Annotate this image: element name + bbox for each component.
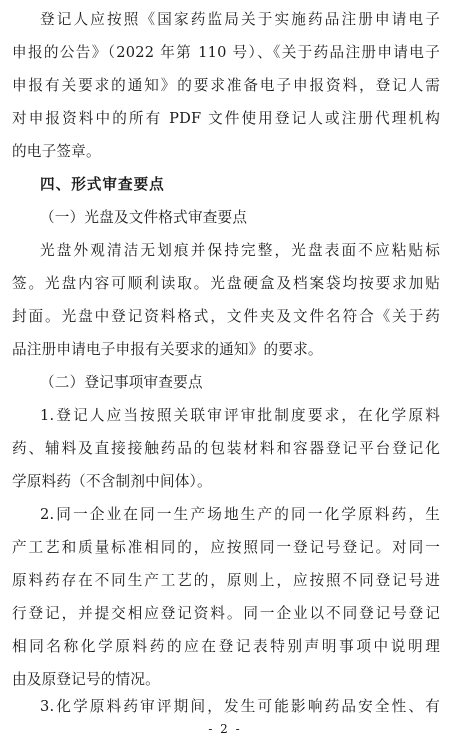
subsection-heading: （二）登记事项审查要点: [40, 374, 203, 391]
paragraph-line: 签。光盘内容可顺利读取。光盘硬盒及档案袋均按要求加贴: [12, 275, 440, 292]
paragraph-line: 原料药存在不同生产工艺的，原则上，应按照不同登记号进: [12, 572, 440, 589]
paragraph-line: 对申报资料中的所有 PDF 文件使用登记人或注册代理机构: [12, 110, 440, 127]
paragraph-line: 相同名称化学原料药的应在登记表特别声明事项中说明理: [12, 638, 440, 655]
paragraph-line: 2.同一企业在同一生产场地生产的同一化学原料药，生: [40, 506, 440, 523]
paragraph-line: 药、辅料及直接接触药品的包装材料和容器登记平台登记化: [12, 440, 440, 457]
subsection-heading: （一）光盘及文件格式审查要点: [40, 209, 248, 226]
paragraph-line: 封面。光盘中登记资料格式，文件夹及文件名符合《关于药: [12, 308, 440, 325]
paragraph-line: 申报有关要求的通知》的要求准备电子申报资料，登记人需: [12, 77, 440, 94]
paragraph-line: 由及原登记号的情况。: [12, 671, 160, 688]
paragraph-line: 光盘外观清洁无划痕并保持完整，光盘表面不应粘贴标: [40, 242, 440, 259]
paragraph-line: 行登记，并提交相应登记资料。同一企业以不同登记号登记: [12, 605, 440, 622]
page-number: - 2 -: [208, 722, 242, 736]
paragraph-line: 1.登记人应当按照关联审评审批制度要求，在化学原料: [40, 407, 440, 424]
paragraph-line: 品注册申请电子申报有关要求的通知》的要求。: [12, 341, 323, 358]
paragraph-line: 的电子签章。: [12, 143, 101, 160]
section-heading: 四、形式审查要点: [40, 176, 165, 193]
paragraph-line: 3.化学原料药审评期间，发生可能影响药品安全性、有: [40, 698, 440, 715]
paragraph-line: 登记人应按照《国家药监局关于实施药品注册申请电子: [40, 11, 440, 28]
paragraph-line: 申报的公告》（2022 年第 110 号）、《关于药品注册申请电子: [12, 44, 440, 61]
paragraph-line: 学原料药（不含制剂中间体）。: [12, 473, 212, 490]
paragraph-line: 产工艺和质量标准相同的，应按照同一登记号登记。对同一: [12, 539, 440, 556]
